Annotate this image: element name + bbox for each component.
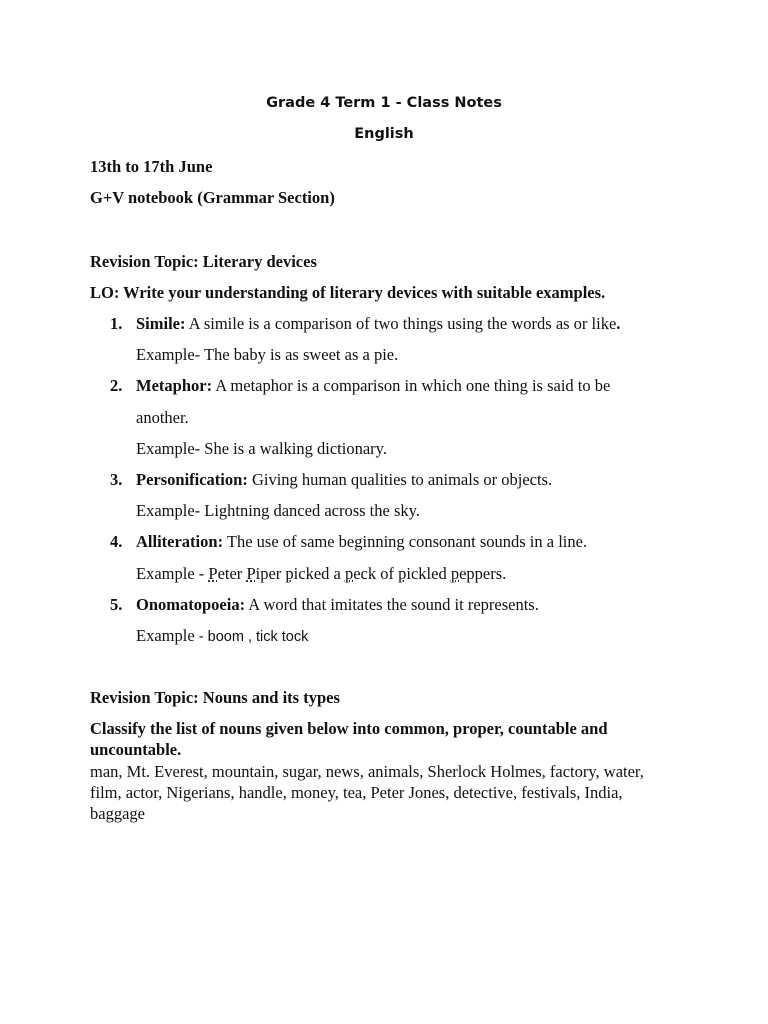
list-item-onomatopoeia — [136, 595, 539, 615]
list-item-number: 5. — [110, 595, 123, 614]
list-item-number: 3. — [110, 470, 123, 489]
learning-objective: LO: Write your understanding of literary devices with suitable examples. — [90, 283, 606, 302]
term-definition: The use of same beginning consonant sounds in a line. — [223, 532, 588, 551]
term-label: Metaphor: — [136, 376, 213, 395]
alliteration-letter: p — [398, 564, 407, 583]
page-title: Grade 4 Term 1 - Class Notes — [266, 95, 502, 111]
example-word: eppers. — [459, 564, 507, 583]
subject-heading: English — [354, 126, 414, 142]
term-definition-continued: another. — [136, 408, 189, 427]
list-item-number: 2. — [110, 376, 123, 395]
example-prefix: Example - — [136, 564, 209, 583]
list-item-number: 4. — [110, 532, 123, 551]
example-word: icked a — [293, 564, 345, 583]
term-definition: A metaphor is a comparison in which one thing is said to be — [212, 376, 611, 395]
term-label: Simile: — [136, 314, 186, 333]
example-alliteration — [136, 564, 506, 584]
noun-list: man, Mt. Everest, mountain, sugar, news, animals, Sherlock Holmes, factory, water, film, actor, Nigerians, handle, money, tea, Peter Jones, detective, festivals, India, baggage — [90, 762, 644, 823]
date-range: 13th to 17th June — [90, 157, 213, 176]
example-prefix: Example — [136, 626, 199, 645]
term-definition-end: . — [616, 314, 621, 333]
term-definition: Giving human qualities to animals or objects. — [247, 470, 553, 489]
list-item-personification — [136, 470, 552, 490]
example-tail: - boom , tick tock — [198, 629, 309, 645]
list-item-metaphor — [136, 376, 610, 396]
alliteration-letter: P — [208, 564, 218, 583]
revision-topic-literary: Revision Topic: Literary devices — [90, 252, 317, 271]
example-word: ickled — [406, 564, 451, 583]
example-simile: Example- The baby is as sweet as a pie. — [136, 345, 399, 364]
alliteration-letter: p — [344, 564, 354, 583]
example-metaphor: Example- She is a walking dictionary. — [136, 439, 387, 458]
alliteration-letter: p — [450, 564, 460, 583]
term-definition: A simile is a comparison of two things using the words as or like — [185, 314, 617, 333]
term-label: Onomatopoeia: — [136, 595, 246, 614]
list-item-number: 1. — [110, 314, 123, 333]
revision-topic-nouns: Revision Topic: Nouns and its types — [90, 688, 340, 707]
notebook-label: G+V notebook (Grammar Section) — [90, 188, 335, 207]
example-word: eter — [217, 564, 247, 583]
alliteration-letter: p — [285, 564, 294, 583]
list-item-alliteration — [136, 532, 587, 552]
term-definition: A word that imitates the sound it represents. — [245, 595, 539, 614]
term-label: Personification: — [136, 470, 248, 489]
example-word: eck of — [353, 564, 399, 583]
classification-instruction: Classify the list of nouns given below into common, proper, countable and uncountable. — [90, 719, 608, 759]
alliteration-letter: P — [246, 564, 256, 583]
example-onomatopoeia — [136, 626, 308, 646]
example-word: iper — [255, 564, 286, 583]
term-label: Alliteration: — [136, 532, 224, 551]
example-personification: Example- Lightning danced across the sky. — [136, 501, 420, 520]
list-item-simile — [136, 314, 620, 334]
